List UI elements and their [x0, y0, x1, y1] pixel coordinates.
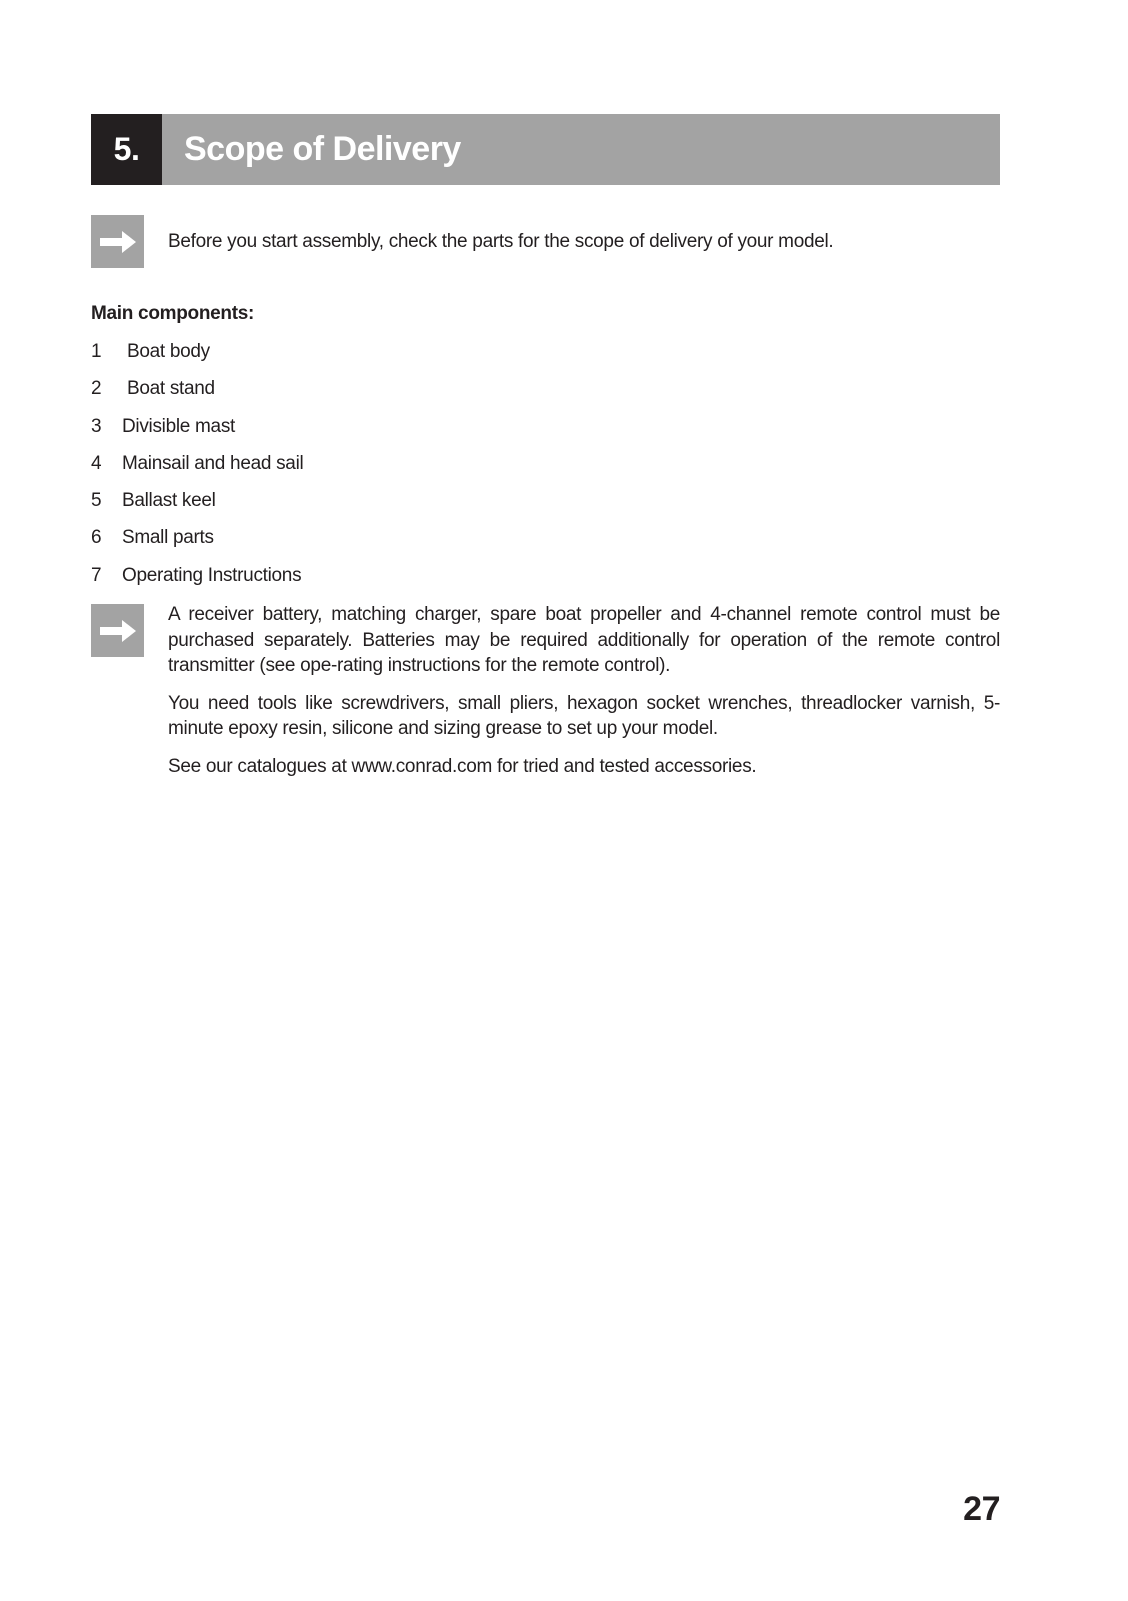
item-label: Boat stand [122, 378, 215, 400]
item-label: Operating Instructions [122, 564, 302, 586]
item-number: 7 [91, 564, 102, 586]
section-title: Scope of Delivery [184, 130, 461, 168]
arrow-right-icon [91, 604, 144, 657]
arrow-right-icon [91, 215, 144, 268]
list-item [91, 563, 303, 600]
list-item [91, 488, 303, 525]
arrow-right-icon-glyph [98, 229, 138, 255]
item-number: 5 [91, 490, 102, 512]
item-number: 3 [91, 415, 102, 437]
intro-note-text: Before you start assembly, check the parts for the scope of delivery of your model. [168, 231, 834, 252]
accessory-note-paragraph: A receiver battery, matching charger, spare boat propeller and 4-channel remote control must be purchased separately. Batteries may be required additionally for operation of the remote control transmitter (see ope-rating instructions for the remote control). [168, 604, 1000, 676]
tools-note-paragraph: You need tools like screwdrivers, small pliers, hexagon socket wrenches, threadlocker varnish, 5-minute epoxy resin, silicone and sizing grease to set up your model. [168, 692, 1000, 739]
components-heading: Main components: [91, 303, 255, 324]
item-number: 6 [91, 527, 102, 549]
list-item [91, 339, 303, 376]
catalogue-note-paragraph: See our catalogues at www.conrad.com for tried and tested accessories. [168, 755, 757, 777]
item-number: 2 [91, 378, 102, 400]
item-number: 1 [91, 341, 102, 362]
accessory-note [168, 602, 1000, 791]
section-number: 5. [91, 114, 162, 185]
item-label: Small parts [122, 527, 214, 549]
list-item [91, 525, 303, 562]
item-label: Boat body [122, 341, 210, 362]
section-header [91, 114, 1000, 185]
arrow-right-icon-glyph [98, 618, 138, 644]
page-number: 27 [963, 1490, 1000, 1528]
item-label: Mainsail and head sail [122, 452, 304, 474]
component-list [91, 339, 303, 600]
list-item [91, 376, 303, 413]
item-number: 4 [91, 452, 102, 474]
list-item [91, 451, 303, 488]
item-label: Divisible mast [122, 415, 235, 437]
list-item [91, 414, 303, 451]
item-label: Ballast keel [122, 490, 216, 512]
